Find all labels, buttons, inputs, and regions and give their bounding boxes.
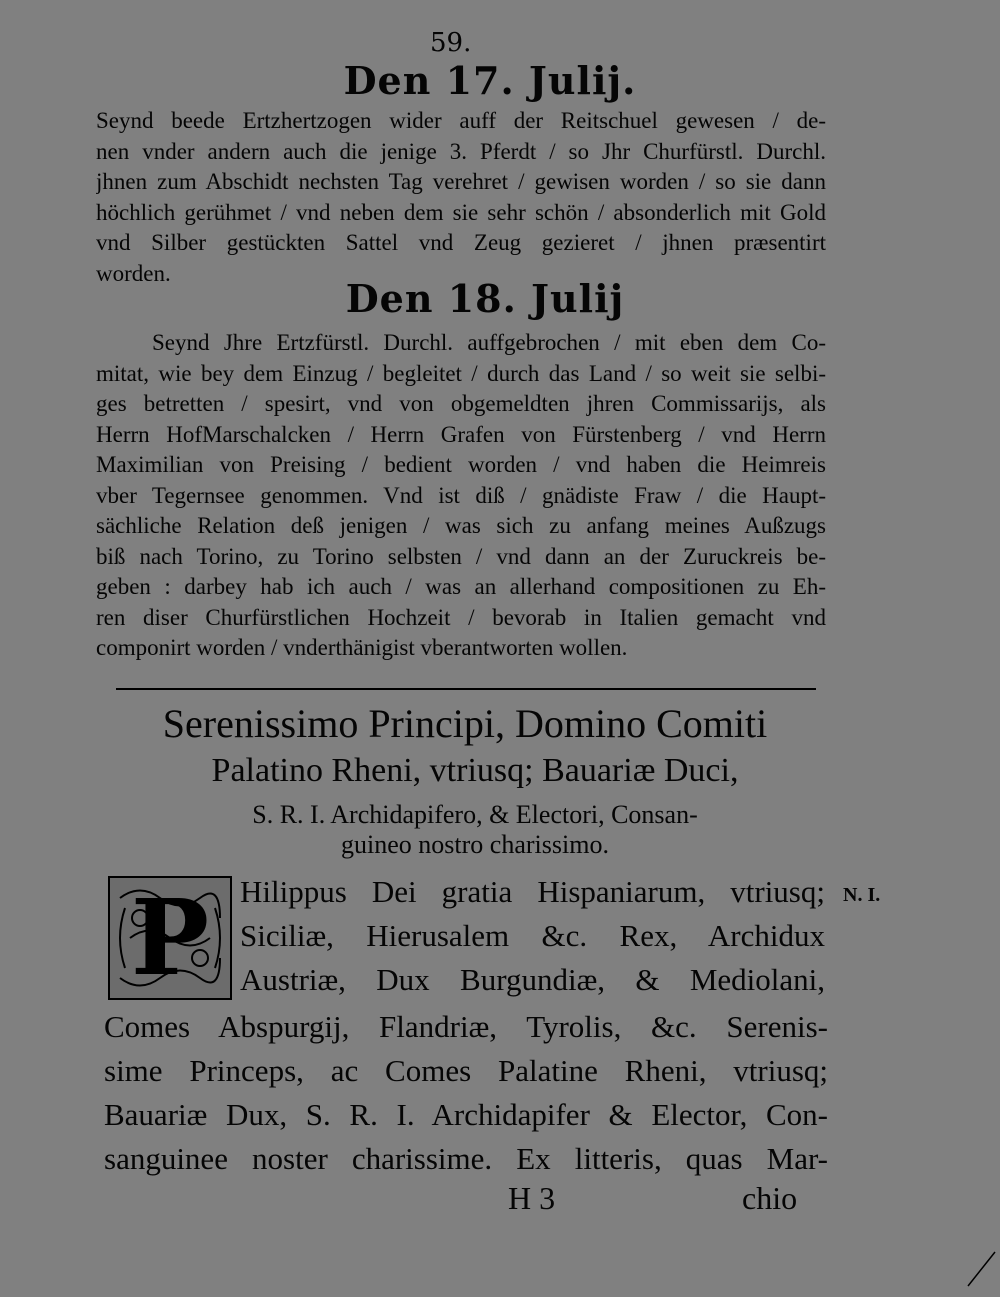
- text-line: vber Tegernsee genommen. Vnd ist diß / gnädiste Fraw / die Haupt-: [96, 482, 826, 508]
- latin-body-line: Hilippus Dei gratia Hispaniarum, vtriusq;: [240, 874, 825, 909]
- heading-18-julij: Den 18. Julij: [345, 276, 625, 321]
- page-number: 59.: [430, 28, 472, 58]
- latin-body-line: Austriæ, Dux Burgundiæ, & Mediolani,: [240, 962, 825, 997]
- paragraph-18-julij: [96, 328, 826, 664]
- latin-body-line: Siciliæ, Hierusalem &c. Rex, Archidux: [240, 918, 825, 953]
- latin-title-line: S. R. I. Archidapifero, & Electori, Consan-: [252, 800, 698, 829]
- latin-body-line: sanguinee noster charissime. Ex litteris, quas Mar-: [104, 1141, 828, 1176]
- catchword: chio: [742, 1180, 798, 1216]
- marginal-note: N. I.: [843, 884, 881, 906]
- text-line: ges betretten / spesirt, vnd von obgemeldten jhren Commissarijs, als: [96, 391, 826, 416]
- paragraph-17-julij: [96, 106, 826, 289]
- latin-body-line: Bauariæ Dux, S. R. I. Archidapifer & Elector, Con-: [104, 1097, 828, 1132]
- text-line: ren diser Churfürstlichen Hochzeit / bevorab in Italien gemacht vnd: [96, 604, 826, 630]
- section-divider: [116, 688, 816, 690]
- text-line: worden.: [96, 260, 171, 286]
- latin-body-line: sime Princeps, ac Comes Palatine Rheni, vtriusq;: [104, 1053, 828, 1088]
- text-line: jhnen zum Abschidt nechsten Tag verehret / gewisen worden / so sie dann: [96, 169, 826, 194]
- scratch-mark-icon: [960, 1250, 1000, 1290]
- latin-title-line: guineo nostro charissimo.: [341, 830, 609, 859]
- text-line: mitat, wie bey dem Einzug / begleitet / durch das Land / so weit sie selbi-: [96, 360, 826, 386]
- text-line: biß nach Torino, zu Torino selbsten / vnd dann an der Zuruckreis be-: [96, 543, 826, 569]
- signature-mark: H 3: [508, 1180, 556, 1216]
- text-line: nen vnder andern auch die jenige 3. Pferdt / so Jhr Churfürstl. Durchl.: [96, 138, 826, 164]
- text-line: Herrn HofMarschalcken / Herrn Grafen von Fürstenberg / vnd Herrn: [96, 421, 826, 447]
- text-line: vnd Silber gestückten Sattel vnd Zeug gezieret / jhnen præsentirt: [96, 230, 826, 255]
- latin-title-line: Palatino Rheni, vtriusq; Bauariæ Duci,: [211, 752, 739, 789]
- text-line: Maximilian von Preising / bedient worden / vnd haben die Heimreis: [96, 452, 826, 477]
- latin-title-line: Serenissimo Principi, Domino Comiti: [162, 701, 768, 746]
- text-line: höchlich gerühmet / vnd neben dem sie sehr schön / absonderlich mit Gold: [96, 199, 826, 225]
- text-line: Seynd beede Ertzhertzogen wider auff der Reitschuel gewesen / de-: [96, 108, 826, 133]
- decorated-initial: [108, 876, 232, 1000]
- text-line: Seynd Jhre Ertzfürstl. Durchl. auffgebrochen / mit eben dem Co-: [152, 330, 826, 355]
- initial-letter: P: [130, 876, 210, 999]
- text-line: sächliche Relation deß jenigen / was sich zu anfang meines Außzugs: [96, 513, 826, 538]
- text-line: componirt worden / vnderthänigist vberantworten wollen.: [96, 635, 628, 660]
- heading-17-julij: Den 17. Julij.: [343, 58, 637, 103]
- latin-body-line: Comes Abspurgij, Flandriæ, Tyrolis, &c. Serenis-: [104, 1009, 828, 1044]
- text-line: geben : darbey hab ich auch / was an allerhand compositionen zu Eh-: [96, 574, 826, 599]
